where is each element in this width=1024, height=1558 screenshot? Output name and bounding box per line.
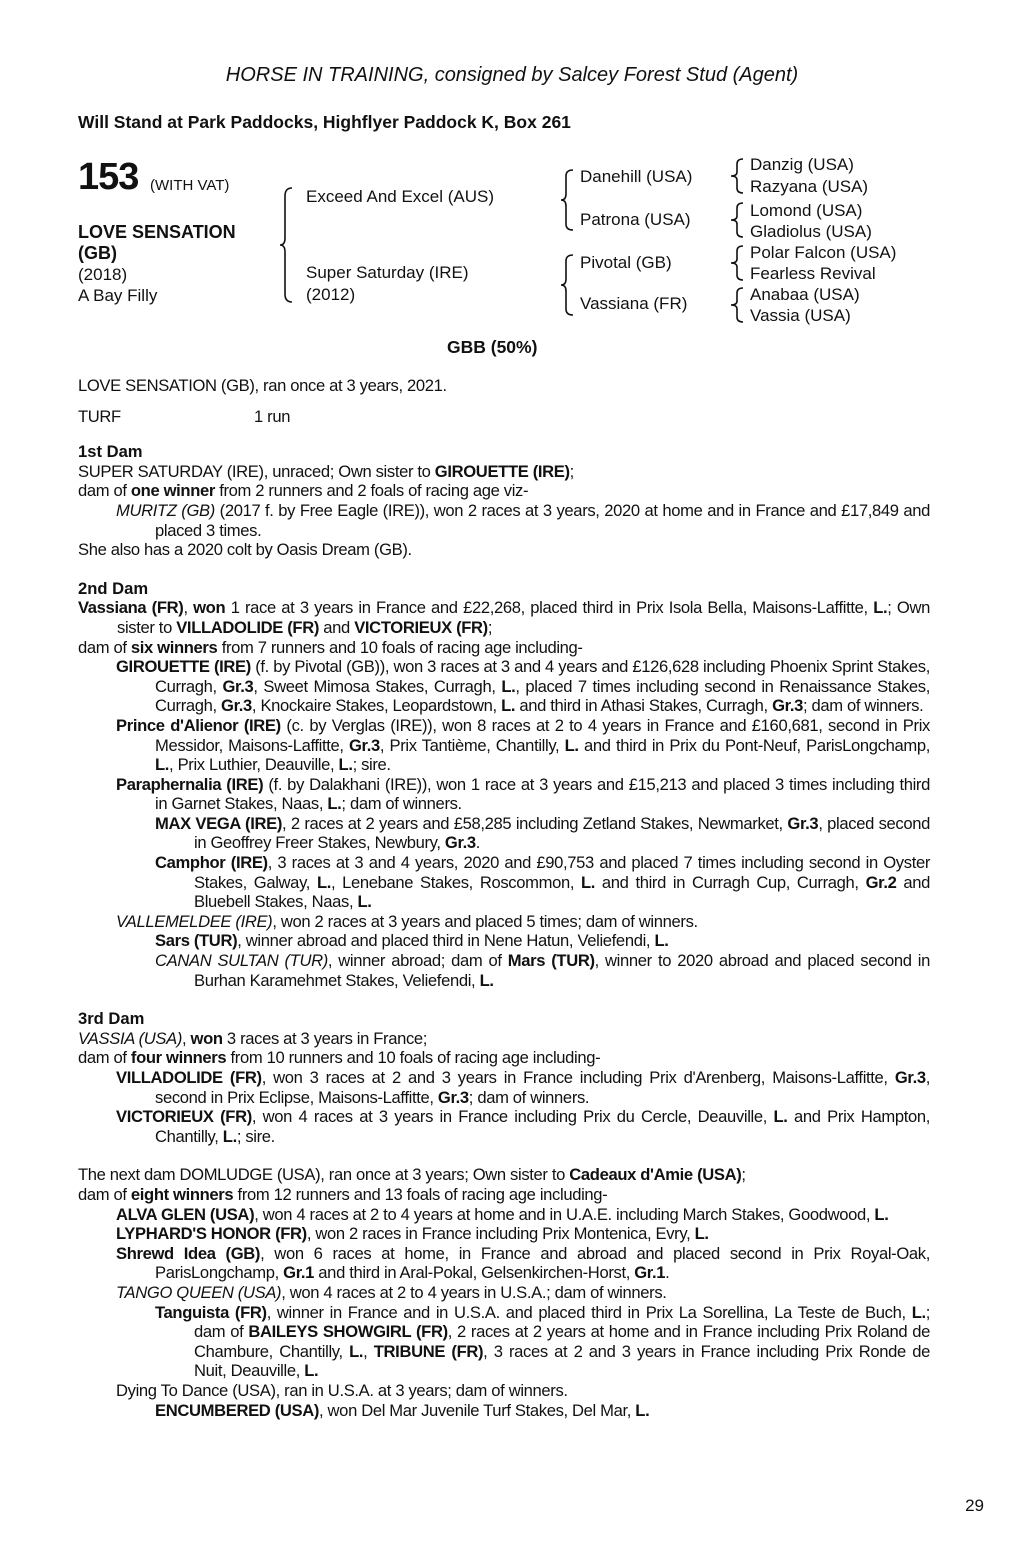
text: and — [319, 617, 355, 637]
text: (c. by Verglas (IRE)), won 8 races at 2 to 4 years in France and £160,681, second in Prix Messidor, Maisons-Laffitte, — [155, 715, 930, 755]
bold-text: VICTORIEUX (FR) — [116, 1107, 252, 1127]
text: from 7 runners and 10 foals of racing age including- — [217, 637, 583, 657]
bold-text: won — [193, 598, 226, 618]
pedigree-dam-year: (2012) — [306, 285, 356, 304]
text: , won 3 races at 2 and 3 years in France including Prix d'Arenberg, Maisons-Laffitte, — [261, 1068, 895, 1087]
lot-number: 153 — [78, 156, 139, 198]
text: , won 6 races at home, in France and abroad and placed second in Prix Royal-Oak, ParisLongchamp, — [155, 1243, 930, 1283]
pedigree-entry — [78, 1283, 930, 1303]
text: dam of — [78, 481, 131, 501]
text: and third in Curragh Cup, Curragh, — [595, 872, 866, 892]
dam-section — [78, 442, 930, 560]
text: , placed second in Geoffrey Freer Stakes, Newbury, — [194, 813, 930, 853]
bold-text: L. — [874, 1204, 889, 1224]
section-heading: 2nd Dam — [78, 578, 149, 598]
bold-text: L. — [773, 1107, 788, 1127]
text: , winner in France and in U.S.A. and placed third in Prix La Sorellina, La Teste de Buch, — [266, 1302, 912, 1322]
bold-text: ALVA GLEN (USA) — [116, 1204, 255, 1224]
text: from 12 runners and 13 foals of racing age including- — [233, 1184, 608, 1204]
text: ; Own sister to — [117, 598, 930, 637]
bold-text: L. — [694, 1224, 709, 1244]
bold-text: L. — [327, 794, 342, 814]
pedigree-brace-sire — [561, 170, 575, 230]
dam-section — [78, 579, 930, 990]
bold-text: four winners — [130, 1048, 227, 1068]
pedigree-sire-sire: Danehill (USA) — [580, 167, 693, 186]
pedigree-entry — [78, 1048, 930, 1068]
bold-text: L. — [357, 892, 372, 912]
bold-text: L. — [316, 872, 331, 892]
text: dam of — [78, 637, 131, 657]
bold-text: GIROUETTE (IRE) — [116, 657, 251, 677]
turf-value: 1 run — [254, 406, 291, 426]
bold-text: Gr.3 — [349, 735, 380, 755]
pedigree-entry — [78, 1185, 930, 1205]
bold-text: L. — [654, 931, 669, 951]
bold-text: six winners — [130, 637, 218, 657]
text: (f. by Dalakhani (IRE)), won 1 race at 3 years and £15,213 and placed 3 times including third in Garnet Stakes, Naas, — [155, 774, 930, 814]
bold-text: Camphor (IRE) — [155, 853, 268, 873]
text: (2017 f. by Free Eagle (IRE)), won 2 races at 3 years, 2020 at home and in France and £17,849 and placed 3 times. — [155, 500, 930, 540]
bold-text: Gr.3 — [222, 676, 254, 696]
text: , won 2 races at 3 years and placed 5 times; dam of winners. — [272, 911, 698, 931]
pedigree-brace-g3-2 — [731, 202, 745, 238]
bold-text: L. — [479, 970, 494, 990]
pedigree-entry — [78, 775, 930, 814]
italic-text: VASSIA (USA) — [78, 1028, 182, 1048]
bold-text: Vassiana (FR) — [78, 598, 184, 618]
pedigree-entry — [78, 1068, 930, 1107]
bold-text: MAX VEGA (IRE) — [155, 813, 283, 833]
text: ; sire. — [236, 1126, 275, 1146]
bold-text: L. — [304, 1361, 319, 1381]
stand-location: Will Stand at Park Paddocks, Highflyer Paddock K, Box 261 — [78, 112, 571, 132]
text: 1 race at 3 years in France and £22,268, placed third in Prix Isola Bella, Maisons-Laffitte, — [225, 598, 874, 618]
pedigree-entry — [78, 598, 930, 637]
pedigree-g3: Lomond (USA) — [750, 201, 863, 220]
text: , placed 7 times including second in Renaissance Stakes, Curragh, — [155, 676, 930, 716]
pedigree-brace-g3-1 — [731, 158, 745, 194]
italic-text: MURITZ (GB) — [116, 500, 215, 520]
pedigree-entry — [78, 657, 930, 716]
pedigree-entry — [78, 1244, 930, 1283]
bold-text: L. — [155, 755, 170, 775]
bold-text: L. — [349, 1341, 364, 1361]
pedigree-g3: Polar Falcon (USA) — [750, 243, 897, 262]
pedigree-entry — [78, 1029, 930, 1049]
breeding-code: GBB (50%) — [447, 337, 538, 357]
pedigree-brace-gen1 — [280, 188, 294, 302]
race-summary: LOVE SENSATION (GB), ran once at 3 years, 2021. — [78, 376, 447, 395]
bold-text: L. — [911, 1302, 926, 1322]
pedigree-entry — [78, 853, 930, 912]
text: , 2 races at 2 years at home and in France including Prix Roland de Chambure, Chantilly, — [194, 1322, 931, 1361]
turf-record — [78, 407, 930, 427]
turf-label: TURF — [78, 406, 121, 426]
bold-text: VILLADOLIDE (FR) — [176, 617, 320, 637]
text: , — [363, 1341, 374, 1361]
text: , winner abroad and placed third in Nene Hatun, Veliefendi, — [237, 931, 655, 951]
text: , won 4 races at 2 to 4 years in U.S.A.; dam of winners. — [281, 1282, 667, 1302]
bold-text: Shrewd Idea (GB) — [116, 1243, 261, 1263]
pedigree-entry — [78, 716, 930, 775]
pedigree-entry — [78, 1381, 930, 1401]
pedigree-g3: Vassia (USA) — [750, 306, 851, 325]
text: , won Del Mar Juvenile Turf Stakes, Del Mar, — [319, 1400, 636, 1420]
bold-text: L. — [564, 735, 579, 755]
dam-section — [78, 1165, 930, 1420]
bold-text: Gr.3 — [787, 813, 819, 833]
text: from 10 runners and 10 foals of racing age including- — [226, 1048, 601, 1068]
horse-country: (GB) — [78, 243, 117, 263]
text: ; dam of — [194, 1302, 930, 1342]
text: She also has a 2020 colt by Oasis Dream (GB). — [78, 540, 412, 560]
bold-text: won — [190, 1028, 223, 1048]
bold-text: Sars (TUR) — [155, 931, 238, 951]
pedigree-g3: Danzig (USA) — [750, 155, 854, 174]
bold-text: L. — [635, 1400, 650, 1420]
text: , second in Prix Eclipse, Maisons-Laffitte, — [155, 1068, 930, 1107]
horse-name: LOVE SENSATION — [78, 222, 236, 242]
pedigree-entry — [78, 951, 930, 990]
text: and Bluebell Stakes, Naas, — [194, 872, 930, 912]
pedigree-entry — [78, 1401, 930, 1421]
text: dam of — [78, 1184, 131, 1204]
text: , winner to 2020 abroad and placed second in Burhan Karamehmet Stakes, Veliefendi, — [194, 951, 930, 990]
bold-text: L. — [873, 598, 888, 618]
bold-text: L. — [501, 676, 516, 696]
text: ; — [487, 617, 493, 637]
italic-text: TANGO QUEEN (USA) — [116, 1282, 282, 1302]
bold-text: Gr.1 — [634, 1263, 666, 1283]
text: The next dam DOMLUDGE (USA), ran once at 3 years; Own sister to — [78, 1165, 570, 1185]
text: and Prix Hampton, Chantilly, — [155, 1107, 930, 1146]
bold-text: GIROUETTE (IRE) — [434, 461, 570, 481]
text: , Prix Luthier, Deauville, — [169, 755, 339, 775]
pedigree-g3: Fearless Revival — [750, 264, 876, 283]
pedigree-dam-sire: Pivotal (GB) — [580, 253, 672, 272]
text: , 3 races at 2 and 3 years in France including Prix Ronde de Nuit, Deauville, — [194, 1341, 930, 1381]
bold-text: Paraphernalia (IRE) — [116, 774, 264, 794]
horse-description: A Bay Filly — [78, 286, 158, 305]
bold-text: Mars (TUR) — [507, 951, 595, 971]
text: . — [665, 1263, 670, 1283]
pedigree-entry — [78, 1107, 930, 1146]
text: , winner abroad; dam of — [327, 951, 508, 971]
bold-text: VICTORIEUX (FR) — [354, 617, 488, 637]
catalogue-body — [78, 376, 930, 1439]
pedigree-g3: Razyana (USA) — [750, 177, 869, 196]
pedigree-sire-dam: Patrona (USA) — [580, 210, 691, 229]
pedigree-brace-g3-4 — [731, 287, 745, 323]
bold-text: TRIBUNE (FR) — [373, 1341, 484, 1361]
text: 3 races at 3 years in France; — [222, 1028, 428, 1048]
pedigree-entry — [78, 540, 930, 560]
pedigree-entry — [78, 481, 930, 501]
bold-text: Gr.3 — [221, 696, 252, 716]
text: , 3 races at 3 and 4 years, 2020 and £90,753 and placed 7 times including second in Oyster Stakes, Galway, — [194, 853, 931, 892]
text: . — [475, 833, 481, 853]
pedigree-brace-dam — [561, 255, 575, 315]
text: , won 2 races in France including Prix Montenica, Evry, — [306, 1224, 695, 1244]
bold-text: L. — [501, 696, 516, 716]
horse-year: (2018) — [78, 265, 128, 284]
pedigree-dam-dam: Vassiana (FR) — [580, 294, 688, 313]
bold-text: Cadeaux d'Amie (USA) — [569, 1165, 742, 1185]
text: ; sire. — [352, 755, 391, 775]
bold-text: L. — [580, 872, 596, 892]
pedigree-sire: Exceed And Excel (AUS) — [306, 187, 495, 206]
text: , — [183, 598, 194, 618]
pedigree-entry — [78, 1303, 930, 1381]
bold-text: Gr.3 — [437, 1087, 469, 1107]
italic-text: VALLEMELDEE (IRE) — [116, 911, 273, 931]
bold-text: VILLADOLIDE (FR) — [116, 1068, 262, 1087]
bold-text: Gr.3 — [444, 833, 476, 853]
pedigree-entry — [78, 462, 930, 482]
text: ; dam of winners. — [802, 696, 924, 716]
bold-text: ENCUMBERED (USA) — [155, 1400, 320, 1420]
pedigree-entry — [78, 1165, 930, 1185]
bold-text: Gr.2 — [865, 872, 897, 892]
text: , Lenebane Stakes, Roscommon, — [330, 872, 581, 892]
bold-text: BAILEYS SHOWGIRL (FR) — [248, 1322, 448, 1342]
text: , won 4 races at 3 years in France including Prix du Cercle, Deauville, — [251, 1107, 774, 1127]
bold-text: Gr.1 — [283, 1263, 315, 1283]
bold-text: one winner — [130, 481, 215, 501]
text: ; dam of winners. — [341, 794, 462, 814]
text: , Prix Tantième, Chantilly, — [379, 735, 565, 755]
section-heading: 3rd Dam — [78, 1009, 145, 1029]
text: , 2 races at 2 years and £58,285 including Zetland Stakes, Newmarket, — [282, 813, 788, 833]
pedigree-g3: Gladiolus (USA) — [750, 222, 872, 241]
text: dam of — [78, 1048, 131, 1068]
page-title: HORSE IN TRAINING, consigned by Salcey Forest Stud (Agent) — [225, 64, 799, 86]
pedigree-g3: Anabaa (USA) — [750, 285, 860, 304]
bold-text: L. — [338, 755, 353, 775]
pedigree-entry — [78, 501, 930, 540]
pedigree-entry — [78, 912, 930, 932]
text: from 2 runners and 2 foals of racing age viz- — [214, 481, 529, 501]
text: , won 4 races at 2 to 4 years at home and in U.A.E. including March Stakes, Goodwood, — [254, 1204, 875, 1224]
page-number: 29 — [965, 1496, 984, 1515]
bold-text: Prince d'Alienor (IRE) — [116, 715, 281, 735]
text: , — [182, 1028, 191, 1048]
text: Dying To Dance (USA), ran in U.S.A. at 3 years; dam of winners. — [116, 1380, 568, 1400]
bold-text: Tanguista (FR) — [155, 1302, 267, 1322]
text: SUPER SATURDAY (IRE), unraced; Own sister to — [78, 461, 435, 481]
pedigree-entry — [78, 814, 930, 853]
text: and third in Athasi Stakes, Curragh, — [515, 696, 773, 716]
text: , Knockaire Stakes, Leopardstown, — [251, 696, 502, 716]
vat-note: (WITH VAT) — [150, 177, 230, 194]
pedigree-brace-g3-3 — [731, 245, 745, 281]
text: , Sweet Mimosa Stakes, Curragh, — [253, 676, 502, 696]
italic-text: CANAN SULTAN (TUR) — [155, 951, 328, 971]
dam-section — [78, 1009, 930, 1146]
text: and third in Prix du Pont-Neuf, ParisLongchamp, — [578, 735, 930, 755]
bold-text: eight winners — [130, 1184, 234, 1204]
pedigree-entry — [78, 931, 930, 951]
bold-text: Gr.3 — [772, 696, 803, 716]
dam-sections — [78, 442, 930, 1420]
text: ; — [569, 461, 574, 481]
pedigree-dam: Super Saturday (IRE) — [306, 263, 469, 282]
pedigree-entry — [78, 1205, 930, 1225]
text: and third in Aral-Pokal, Gelsenkirchen-Horst, — [314, 1263, 635, 1283]
bold-text: L. — [222, 1126, 237, 1146]
pedigree-entry — [78, 1224, 930, 1244]
horse-info — [78, 222, 236, 306]
text: ; dam of winners. — [468, 1087, 590, 1107]
pedigree-entry — [78, 638, 930, 658]
bold-text: LYPHARD'S HONOR (FR) — [116, 1224, 307, 1244]
text: ; — [741, 1165, 746, 1185]
text: (f. by Pivotal (GB)), won 3 races at 3 and 4 years and £126,628 including Phoenix Sprint Stakes, Curragh, — [155, 657, 931, 696]
section-heading: 1st Dam — [78, 442, 143, 462]
bold-text: Gr.3 — [894, 1068, 926, 1087]
